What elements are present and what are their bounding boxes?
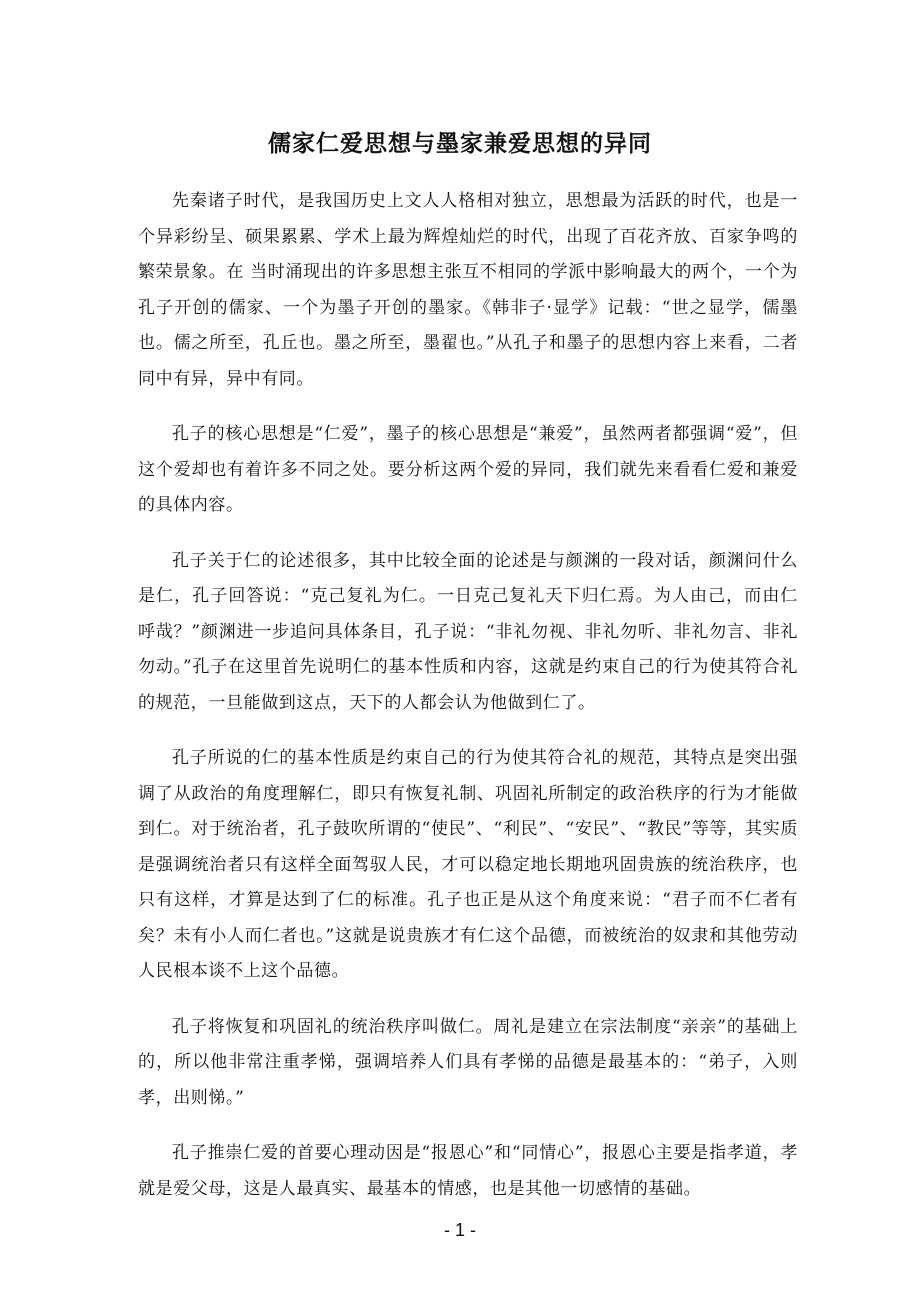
- page-number: - 1 -: [443, 1220, 476, 1240]
- document-body: [138, 184, 798, 1227]
- paragraph: 孔子推崇仁爱的首要心理动因是“报恩心”和“同情心”，报恩心主要是指孝道，孝就是爱父母，这是人最真实、最基本的情感，也是其他一切感情的基础。: [138, 1143, 798, 1199]
- paragraph: 孔子所说的仁的基本性质是约束自己的行为使其符合礼的规范，其特点是突出强调了从政治的角度理解仁，即只有恢复礼制、巩固礼所制定的政治秩序的行为才能做到仁。对于统治者，孔子鼓吹所谓的“使民”、“利民”、“安民”、“教民”等等，其实质是强调统治者只有这样全面驾驭人民，才可以稳定地长期地巩固贵族的统治秩序，也只有这样，才算是达到了仁的标准。孔子也正是从这个角度来说：“君子而不仁者有矣？未有小人而仁者也。”这就是说贵族才有仁这个品德，而被统治的奴隶和其他劳动人民根本谈不上这个品德。: [138, 748, 798, 981]
- document-title: 儒家仁爱思想与墨家兼爱思想的异同: [268, 131, 652, 157]
- paragraph: 先秦诸子时代，是我国历史上文人人格相对独立，思想最为活跃的时代，也是一个异彩纷呈、硕果累累、学术上最为辉煌灿烂的时代，出现了百花齐放、百家争鸣的繁荣景象。在 当时涌现出的许多思想主张互不相同的学派中影响最大的两个，一个为孔子开创的儒家、一个为墨子开创的墨家。《韩非子·显学》记载：“世之显学，儒墨也。儒之所至，孔丘也。墨之所至，墨翟也。”从孔子和墨子的思想内容上来看，二者同中有异，异中有同。: [138, 191, 798, 389]
- paragraph: 孔子的核心思想是“仁爱”，墨子的核心思想是“兼爱”，虽然两者都强调“爱”，但这个爱却也有着许多不同之处。要分析这两个爱的异同，我们就先来看看仁爱和兼爱的具体内容。: [138, 424, 798, 515]
- paragraph: 孔子将恢复和巩固礼的统治秩序叫做仁。周礼是建立在宗法制度“亲亲”的基础上的，所以他非常注重孝悌，强调培养人们具有孝悌的品德是最基本的：“弟子，入则孝，出则悌。”: [138, 1016, 798, 1108]
- paragraph: 孔子关于仁的论述很多，其中比较全面的论述是与颜渊的一段对话，颜渊问什么是仁，孔子回答说：“克己复礼为仁。一日克己复礼天下归仁焉。为人由己，而由仁呼哉？”颜渊进一步追问具体条目，孔子说：“非礼勿视、非礼勿听、非礼勿言、非礼勿动。”孔子在这里首先说明仁的基本性质和内容，这就是约束自己的行为使其符合礼的规范，一旦能做到这点，天下的人都会认为他做到仁了。: [138, 550, 798, 713]
